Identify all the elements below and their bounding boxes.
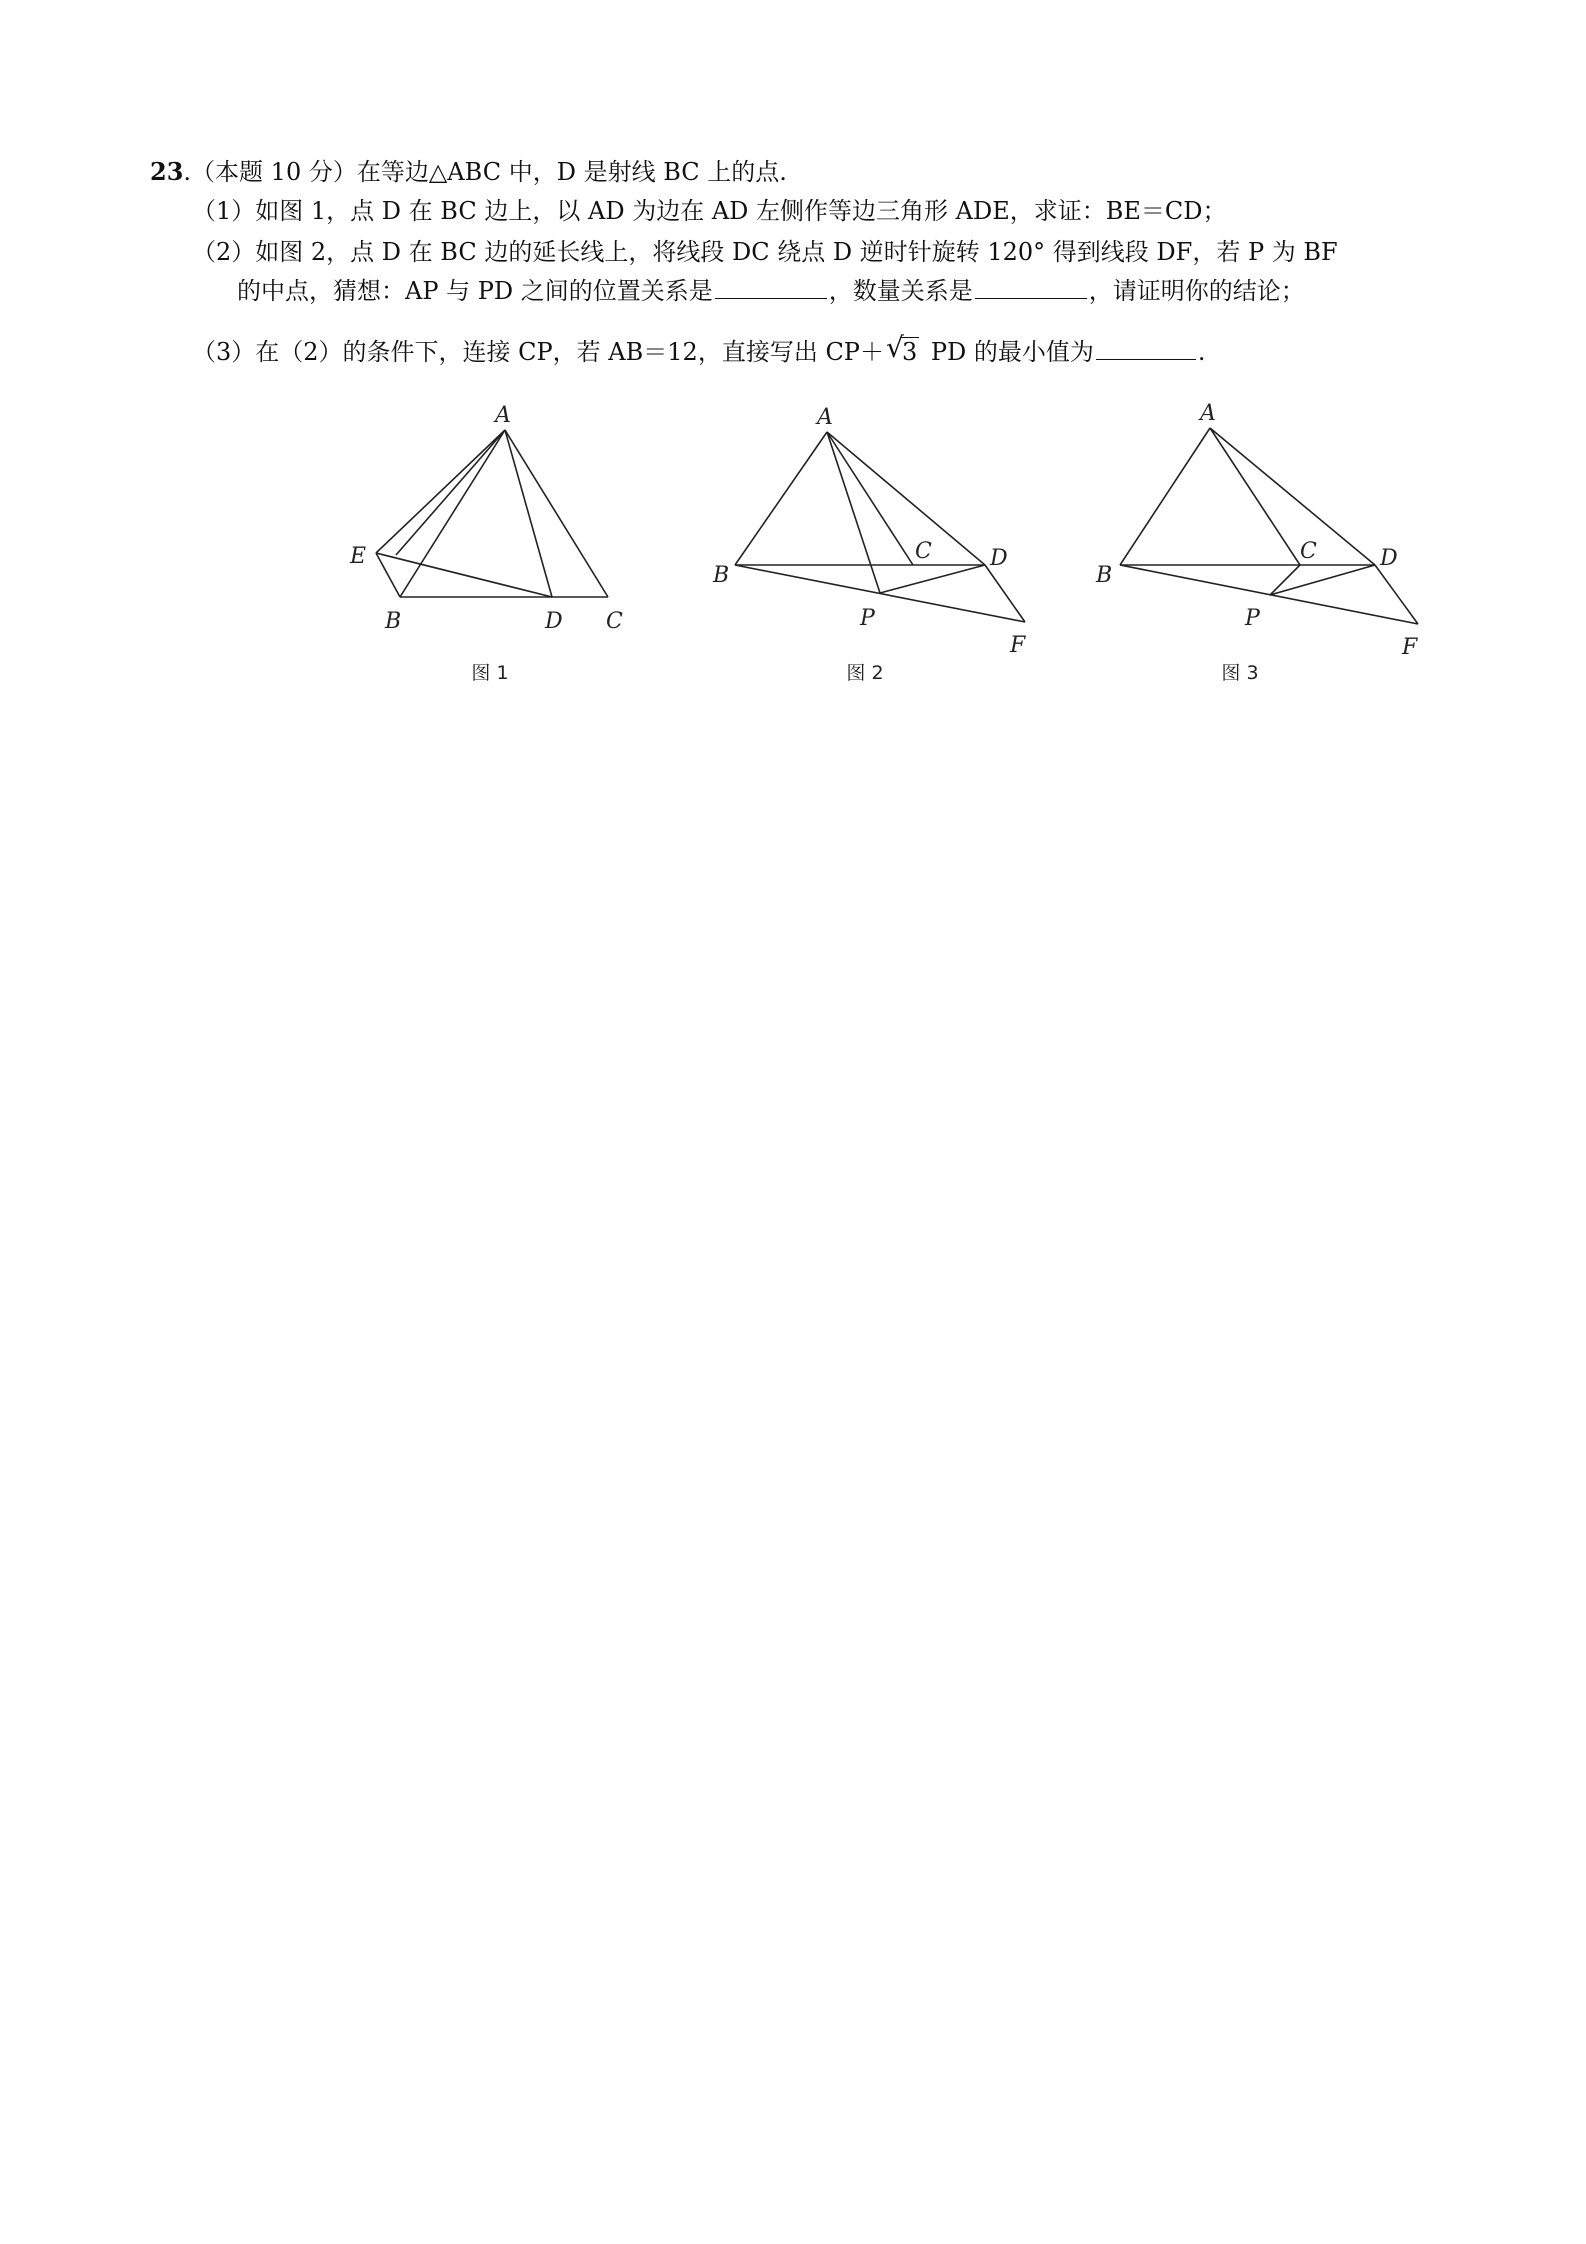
part-3-line bbox=[192, 331, 1206, 367]
answer-blank-position[interactable] bbox=[715, 276, 827, 299]
segment-PD bbox=[880, 565, 985, 593]
question-header bbox=[150, 157, 787, 187]
part-2-text-a: 的中点，猜想：AP 与 PD 之间的位置关系是 bbox=[237, 277, 713, 305]
label-C: C bbox=[1300, 539, 1317, 564]
part-2-text-c: ，请证明你的结论； bbox=[1088, 277, 1305, 305]
segment-AE bbox=[396, 430, 505, 555]
label-D: D bbox=[1380, 546, 1398, 571]
question-number-dot: . bbox=[183, 158, 192, 186]
figure-2-caption: 图 2 bbox=[846, 662, 884, 684]
figure-1-diagram bbox=[340, 400, 640, 690]
segment-DF bbox=[985, 565, 1025, 622]
segment-DF bbox=[1375, 565, 1418, 624]
part-2-line-1: （2）如图 2，点 D 在 BC 边的延长线上，将线段 DC 绕点 D 逆时针旋转 120° 得到线段 DF，若 P 为 BF bbox=[192, 238, 1338, 266]
label-A: A bbox=[817, 405, 833, 430]
label-C: C bbox=[915, 539, 932, 564]
label-B: B bbox=[1096, 563, 1113, 588]
segment-AP bbox=[827, 432, 880, 593]
segment-ED bbox=[376, 553, 552, 597]
figure-3 bbox=[1090, 400, 1430, 694]
segment-EB bbox=[376, 553, 400, 597]
label-A: A bbox=[495, 403, 511, 428]
figure-2 bbox=[705, 400, 1045, 694]
segment-AC bbox=[505, 430, 608, 597]
part-2-text-b: ，数量关系是 bbox=[828, 277, 973, 305]
part-3-text-b: PD 的最小值为 bbox=[923, 338, 1094, 366]
segment-EA bbox=[376, 430, 505, 553]
answer-blank-quantity[interactable] bbox=[975, 276, 1087, 299]
segment-AD bbox=[505, 430, 552, 597]
sqrt-symbol: √ 3 bbox=[885, 331, 918, 366]
figure-1 bbox=[340, 400, 640, 694]
label-P: P bbox=[1245, 606, 1260, 631]
segment-AD bbox=[827, 432, 985, 565]
figure-1-caption: 图 1 bbox=[471, 662, 509, 684]
segment-AC bbox=[827, 432, 913, 565]
label-P: P bbox=[860, 606, 875, 631]
segment-AB bbox=[1120, 428, 1210, 565]
part-2-line-2 bbox=[237, 276, 1305, 306]
question-header-text: （本题 10 分）在等边△ABC 中，D 是射线 BC 上的点. bbox=[191, 158, 787, 186]
label-C: C bbox=[606, 609, 623, 634]
sqrt-radicand: 3 bbox=[901, 338, 918, 366]
label-F: F bbox=[1402, 635, 1418, 660]
segment-AB bbox=[735, 432, 827, 565]
part-3-end: . bbox=[1197, 338, 1206, 366]
segment-BF bbox=[1120, 565, 1418, 624]
part-1-text: （1）如图 1，点 D 在 BC 边上，以 AD 为边在 AD 左侧作等边三角形 ADE，求证：BE＝CD； bbox=[192, 197, 1227, 225]
segment-AD bbox=[1210, 428, 1375, 565]
question-number: 23 bbox=[150, 157, 184, 186]
label-A: A bbox=[1200, 401, 1216, 426]
figure-3-caption: 图 3 bbox=[1221, 662, 1259, 684]
part-3-text-a: （3）在（2）的条件下，连接 CP，若 AB＝12，直接写出 CP＋ bbox=[192, 338, 884, 366]
label-B: B bbox=[713, 563, 730, 588]
label-B: B bbox=[385, 609, 402, 634]
label-D: D bbox=[545, 609, 563, 634]
answer-blank-minimum[interactable] bbox=[1096, 337, 1196, 360]
figure-3-diagram bbox=[1090, 400, 1430, 690]
label-E: E bbox=[350, 544, 367, 569]
label-F: F bbox=[1010, 633, 1026, 658]
segment-AC bbox=[1210, 428, 1300, 565]
segment-BF bbox=[735, 565, 1025, 622]
label-D: D bbox=[990, 546, 1008, 571]
figure-2-diagram bbox=[705, 400, 1045, 690]
